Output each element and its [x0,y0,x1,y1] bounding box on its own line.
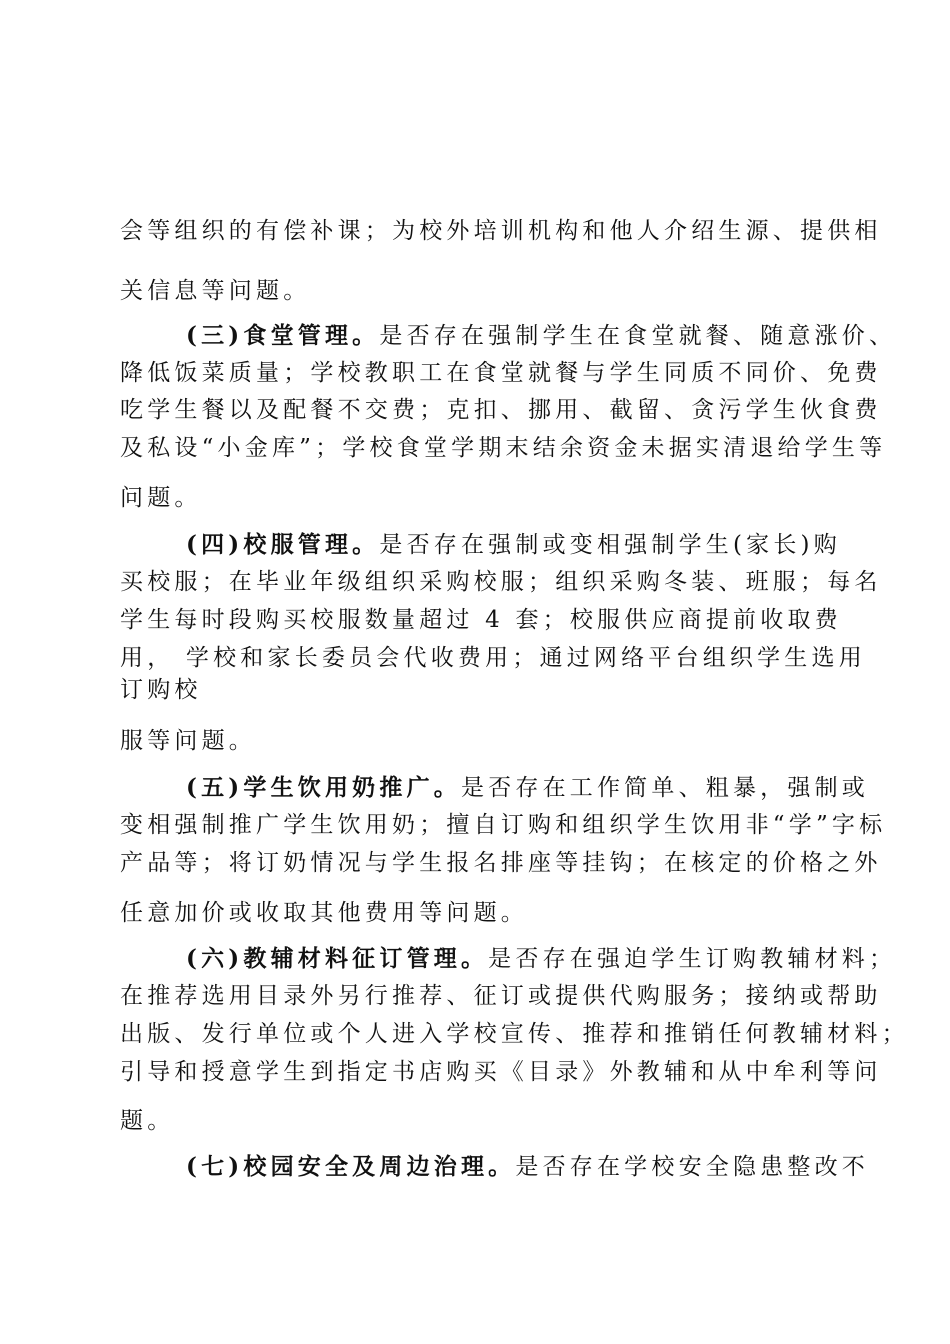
text-line: 吃学生餐以及配餐不交费；克扣、挪用、截留、贪污学生伙食费 [120,397,882,423]
text-run: 是否存在学校安全隐患整改不 [515,1154,869,1180]
paragraph-first-line [186,1152,869,1182]
text-line: 任意加价或收取其他费用等问题。 [120,900,528,926]
text-run: 是否存在工作简单、粗暴，强制或 [460,775,869,801]
text-run: 是否存在强制学生在食堂就餐、随意涨价、 [379,323,897,349]
section-heading: (六)教辅材料征订管理。 [186,945,489,972]
text-line: 用， 学校和家长委员会代收费用；通过网络平台组织学生选用 [120,645,866,671]
text-line: 关信息等问题。 [120,278,311,304]
text-line: 会等组织的有偿补课；为校外培训机构和他人介绍生源、提供相 [120,218,882,244]
text-line: 题。 [120,1108,175,1134]
section-heading: (七)校园安全及周边治理。 [186,1153,516,1180]
text-line: 买校服；在毕业年级组织采购校服；组织采购冬装、班服；每名 [120,569,882,595]
text-run: 是否存在强制或变相强制学生(家长)购 [379,532,841,558]
text-line: 变相强制推广学生饮用奶；擅自订购和组织学生饮用非“学”字标 [120,812,887,838]
text-line: 问题。 [120,485,202,511]
section-heading: (三)食堂管理。 [186,322,380,349]
text-line: 出版、发行单位或个人进入学校宣传、推荐和推销任何教辅材料； [120,1021,909,1047]
text-line: 产品等；将订奶情况与学生报名排座等挂钩；在核定的价格之外 [120,850,882,876]
text-line: 学生每时段购买校服数量超过 4 套；校服供应商提前收取费 [120,607,842,633]
section-heading: (四)校服管理。 [186,531,380,558]
text-line: 降低饭菜质量；学校教职工在食堂就餐与学生同质不同价、免费 [120,360,882,386]
paragraph-first-line [186,321,897,351]
text-line: 引导和授意学生到指定书店购买《目录》外教辅和从中牟利等问 [120,1059,882,1085]
text-line: 及私设“小金库”；学校食堂学期末结余资金未据实清退给学生等 [120,435,887,461]
text-line: 在推荐选用目录外另行推荐、征订或提供代购服务；接纳或帮助 [120,983,882,1009]
section-heading: (五)学生饮用奶推广。 [186,774,461,801]
text-run: 是否存在强迫学生订购教辅材料； [488,946,897,972]
paragraph-first-line [186,944,897,974]
paragraph-first-line [186,530,841,560]
text-line: 订购校 [120,677,202,703]
text-line: 服等问题。 [120,728,256,754]
paragraph-first-line [186,773,869,803]
